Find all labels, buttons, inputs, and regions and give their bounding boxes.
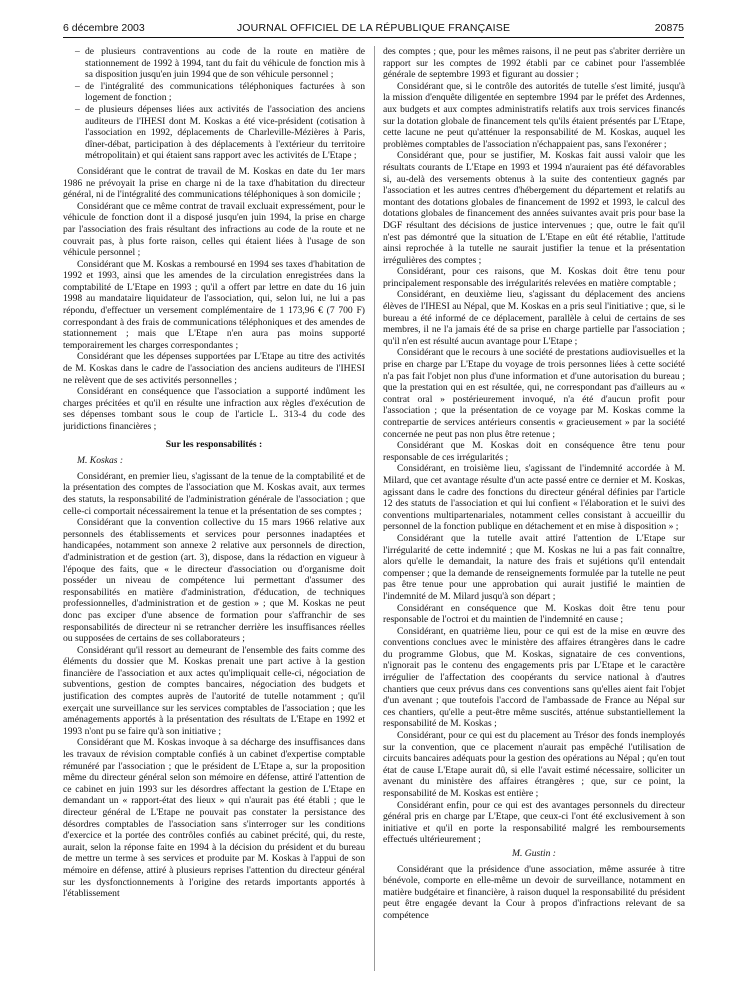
- person-heading: M. Koskas :: [77, 455, 124, 467]
- page-header: [63, 21, 684, 35]
- header-date: 6 décembre 2003: [63, 22, 145, 34]
- paragraph: Considérant que les dépenses supportées par L'Etape au titre des activités de M. Koskas dans le cadre de l'association des anciens auditeurs de l'IHESI ne relèvent que de ses activités personnelles ;: [63, 351, 365, 386]
- header-page-number: 20875: [654, 22, 684, 34]
- paragraph: Considérant enfin, pour ce qui est des avantages personnels du directeur général pris en charge par L'Etape, que ceux-ci l'ont été exclusivement à son initiative et qu'il en porte la responsabilité malgré les remboursements effectués ultérieurement ;: [383, 799, 685, 846]
- paragraph: Considérant, en premier lieu, s'agissant de la tenue de la comptabilité et de la présentation des comptes de l'association que M. Koskas avait, aux termes des statuts, la responsabilité de l'administration générale de l'association ; que celle-ci comportait nécessairement la tenue et la présentation de ses comptes ;: [63, 470, 365, 517]
- paragraph: Considérant que ce même contrat de travail excluait expressément, pour le véhicule de fonction dont il a disposé jusqu'en juin 1994, la prise en charge par l'association des frais résultant des infractions au code de la route et ne couvrait pas, à plus forte raison, celles qui étaient liées à l'usage de son véhicule personnel ;: [63, 200, 365, 259]
- paragraph: Considérant que le contrat de travail de M. Koskas en date du 1er mars 1986 ne prévoyait la prise en charge ni de la taxe d'habitation du directeur général, ni de l'intégralité des communications téléphoniques à son domicile ;: [63, 165, 365, 201]
- paragraph: Considérant que M. Koskas invoque à sa décharge des insuffisances dans les travaux de révision comptable confiés à un cabinet d'expertise comptable rémunéré par l'association ; que le président de L'Etape a, sur la proposition même du directeur général selon son mémoire en défense, attiré l'attention de ce cabinet en juin 1993 sur les désordres affectant la gestion de L'Etape en demandant un « rapport-état des lieux » qui n'aurait pas été établi ; que le directeur général de L'Etape ne pouvait pas constater la persistance des désordres comptables de l'association sans s'interroger sur les conditions d'exercice et la portée des contrôles confiés au cabinet précité, qui, du reste, aurait, selon la réponse faite en 1994 à la décision du président et du bureau de mettre un terme à ses services et produite par M. Koskas à l'appui de son mémoire en défense, attiré à plusieurs reprises l'attention du directeur général sur les dysfonctionnements à l'origine des retards importants apportés à l'établissement: [63, 737, 365, 900]
- paragraph: Considérant en conséquence que l'association a supporté indûment les charges précitées et qu'il en résulte une infraction aux règles d'exécution de ses dépenses tombant sous le coup de l'article L. 313-4 du code des juridictions financières ;: [63, 386, 365, 432]
- list-item: – de plusieurs dépenses liées aux activités de l'association des anciens auditeurs de l'IHESI dont M. Koskas a été vice-président (cotisation à l'association en 1992, déplacements de Charleville-Mézières à Paris, dîner-débat, participation à des déplacements à l'extérieur du territoire métropolitain) et qui étaient sans rapport avec les activités de L'Etape ;: [63, 104, 365, 162]
- paragraph: Considérant que, pour se justifier, M. Koskas fait aussi valoir que les résultats courants de L'Etape en 1993 et 1994 n'auraient pas été défavorables si, au-delà des versements obtenus à la suite des contentieux gagnés par l'association et les autres centres d'hébergement du département et relatifs au montant des dotations globales de financement de 1992 et 1993, le calcul des dotations globales de financement des années suivantes avait pris pour base la DGF résultant des décisions de justice intervenues ; que, outre le fait qu'il n'est pas démontré que la situation de L'Etape en eût été rétablie, l'attitude ainsi reprochée à la tutelle ne saurait justifier la tenue et la présentation irrégulières des comptes ;: [383, 150, 685, 266]
- paragraph: Considérant, en deuxième lieu, s'agissant du déplacement des anciens élèves de l'IHESI au Népal, que M. Koskas en a pris seul l'initiative ; que, si le bureau a été informé de ce déplacement, parallèle à celui de certains de ses membres, il ne l'a jamais été de sa prise en charge partielle par l'association ; qu'il n'en est résulté aucun avantage pour L'Etape ;: [383, 289, 685, 347]
- section-title: Sur les responsabilités :: [165, 438, 263, 450]
- paragraph: Considérant qu'il ressort au demeurant de l'ensemble des faits comme des éléments du dossier que M. Koskas prenait une part active à la gestion financière de l'association et aux actes qu'impliquait celle-ci, négociation de subventions, gestion de comptes bancaires, négociation des budgets et justification des comptes auprès de l'autorité de tutelle notamment ; qu'il exerçait une surveillance sur les services comptables de l'association ; que les aménagements apportés à la présentation des résultats de L'Etape en 1992 et 1993 n'ont pu se faire qu'à son initiative ;: [63, 644, 365, 737]
- paragraph: Considérant, en quatrième lieu, pour ce qui est de la mise en œuvre des conventions conclues avec le ministère des affaires étrangères dans le cadre du programme Globus, que M. Koskas, signataire de ces conventions, n'ignorait pas le contenu des engagements pris par L'Etape et le caractère irrégulier de l'affectation des coopérants du service national à d'autres chantiers que ceux prévus dans ces conventions sans qu'elles aient fait l'objet d'un avenant ; que toutefois l'accord de l'ambassade de France au Népal sur ces chantiers, qu'elle a peut-être même suscités, atténue substantiellement la responsabilité de M. Koskas ;: [383, 625, 685, 730]
- list-item: – de plusieurs contraventions au code de la route en matière de stationnement de 1992 à 1994, tant du fait du véhicule de fonction mis à sa disposition jusqu'en juin 1994 que de son véhicule personnel ;: [63, 46, 365, 81]
- left-column: [63, 46, 365, 976]
- paragraph: Considérant que la convention collective du 15 mars 1966 relative aux personnels des établissements et services pour personnes inadaptées et handicapées, notamment son annexe 2 relative aux personnels de direction, d'administration et de gestion (art. 3), dispose, dans la rédaction en vigueur à l'époque des faits, que « le directeur d'association ou d'organisme doit posséder un niveau de compétence lui permettant d'assumer des responsabilités en matière d'administration, d'éducation, de techniques professionnelles, d'administration et de gestion » ; que M. Koskas ne peut donc pas exciper d'une absence de formation pour s'affranchir de ses responsabilités de directeur ni se retrancher derrière les insuffisances réelles ou supposées de certains de ses collaborateurs ;: [63, 517, 365, 645]
- paragraph: Considérant, en troisième lieu, s'agissant de l'indemnité accordée à M. Milard, que cet avantage résulte d'un acte passé entre ce dernier et M. Koskas, agissant dans le cadre des fonctions du directeur général définies par l'article 12 des statuts de l'association et qui lui confient « l'élaboration et le suivi des conventions multipartenariales, notamment celles consistant à accueillir du personnel de la fonction publique en détachement et en mise à disposition » ;: [383, 463, 685, 533]
- person-heading: M. Gustin :: [512, 847, 556, 859]
- paragraph: Considérant que la présidence d'une association, même assurée à titre bénévole, comporte en elle-même un devoir de surveillance, notamment en matière budgétaire et financière, à raison duquel la responsabilité du président peut être engagée devant la Cour à propos d'infractions relevant de sa compétence: [383, 863, 685, 921]
- paragraph: Considérant en conséquence que M. Koskas doit être tenu pour responsable de l'octroi et du maintien de l'indemnité en cause ;: [383, 602, 685, 626]
- header-rule: [63, 37, 684, 38]
- paragraph: Considérant que la tutelle avait attiré l'attention de L'Etape sur l'irrégularité de cette indemnité ; que M. Koskas ne lui a pas fait connaître, alors qu'elle le demandait, la nature des frais et sujétions qu'il entendait compenser ; que la demande de renseignements formulée par la tutelle ne peut pas être tenue pour une approbation qui aurait justifié le maintien de l'indemnité de M. Milard jusqu'à son départ ;: [383, 532, 685, 602]
- paragraph: Considérant que le recours à une société de prestations audiovisuelles et la prise en charge par L'Etape du voyage de trois personnes liées à cette société n'a pas fait l'objet non plus d'une information et d'une autorisation du bureau ; que la prestation qui en est résultée, qui, ne correspondant pas d'ailleurs au « contrat oral » postérieurement invoqué, n'a été d'aucun profit pour l'association ; que la présentation de ce voyage par M. Koskas comme la contrepartie de services antérieurs consentis « gracieusement » par la société concernée ne peut pas non plus être retenue ;: [383, 347, 685, 440]
- list-item: – de l'intégralité des communications téléphoniques facturées à son logement de fonction ;: [63, 81, 365, 104]
- right-column: [383, 46, 685, 976]
- paragraph: Considérant que M. Koskas a remboursé en 1994 ses taxes d'habitation de 1992 et 1993, ainsi que les amendes de la circulation enregistrées dans la comptabilité de L'Etape en 1993 ; qu'il a offert par lettre en date du 16 juin 1998 au mandataire liquidateur de l'association, qui, selon lui, ne lui a pas répondu, d'effectuer un versement complémentaire de 1 173,96 € (7 700 F) correspondant à des frais de communications téléphoniques et des amendes de stationnement ; mais que L'Etape n'en aura pas moins supporté temporairement les charges correspondantes ;: [63, 258, 365, 351]
- paragraph: Considérant, pour ce qui est du placement au Trésor des fonds inemployés sur la convention, que ce placement n'aurait pas empêché l'utilisation de circuits bancaires adéquats pour la gestion des opérations au Népal ; qu'en tout état de cause L'Etape aurait dû, si elle l'avait estimé nécessaire, solliciter un avenant du ministère des affaires étrangères ; que, sur ce point, la responsabilité de M. Koskas est entière ;: [383, 730, 685, 799]
- paragraph: Considérant que, si le contrôle des autorités de tutelle s'est limité, jusqu'à la mission d'enquête diligentée en septembre 1994 par le préfet des Ardennes, aux budgets et aux comptes administratifs relatifs aux trois services financés sur la dotation globale de financement tels qu'ils étaient présentés par L'Etape, cette lacune ne peut qu'atténuer la responsabilité de M. Koskas, auquel les problèmes comptables de l'association n'échappaient pas, sans l'exonérer ;: [383, 80, 685, 150]
- column-divider: [374, 46, 375, 971]
- paragraph: Considérant, pour ces raisons, que M. Koskas doit être tenu pour principalement responsable des irrégularités relevées en matière comptable ;: [383, 266, 685, 289]
- paragraph: des comptes ; que, pour les mêmes raisons, il ne peut pas s'abriter derrière un rapport sur les comptes de 1992 établi par ce cabinet pour l'assemblée générale de septembre 1993 et figurant au dossier ;: [383, 46, 685, 81]
- paragraph: Considérant que M. Koskas doit en conséquence être tenu pour responsable de ces irrégularités ;: [383, 440, 685, 463]
- header-title: JOURNAL OFFICIEL DE LA RÉPUBLIQUE FRANÇAISE: [236, 22, 511, 34]
- expense-list: [63, 46, 365, 162]
